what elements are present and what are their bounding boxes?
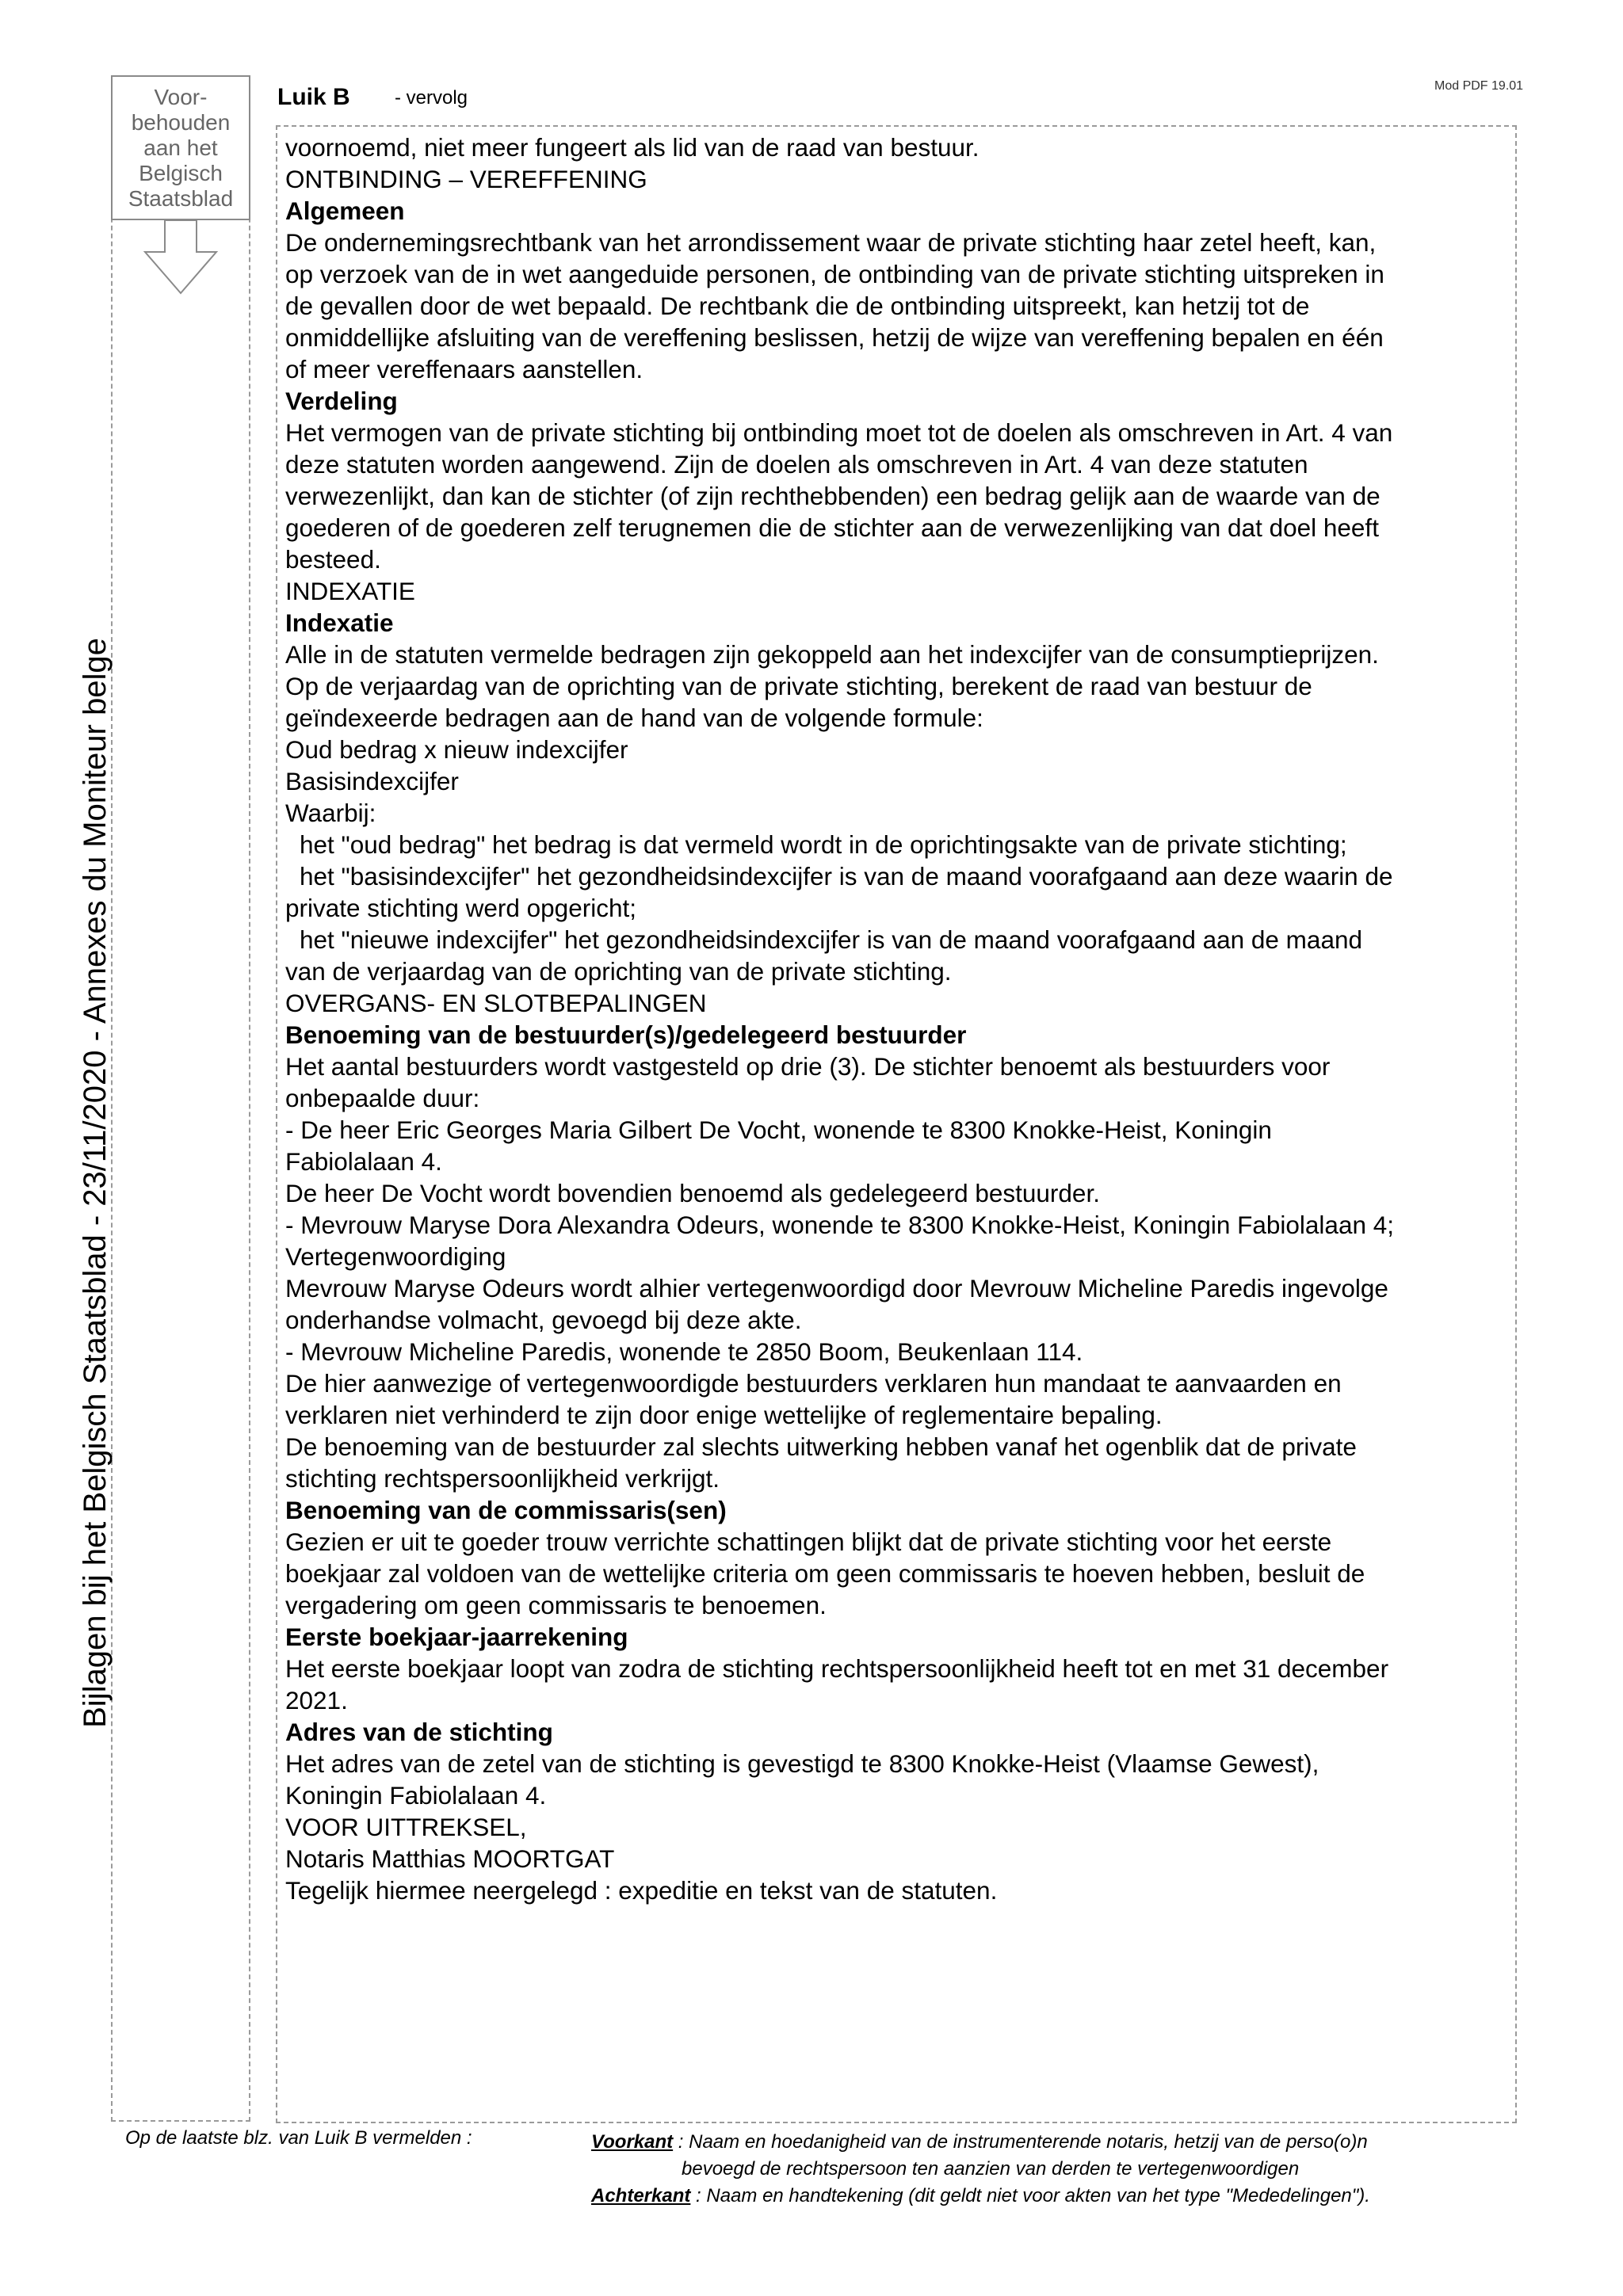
section-heading: Eerste boekjaar-jaarrekening (285, 1623, 628, 1651)
text-line: Het adres van de zetel van de stichting is gevestigd te 8300 Knokke-Heist (Vlaamse Gewest), (285, 1749, 1319, 1778)
section-heading: Verdeling (285, 387, 398, 415)
text-line: onbepaalde duur: (285, 1084, 480, 1112)
reserved-stamp (111, 75, 250, 220)
text-line: onmiddellijke afsluiting van de vereffening beslissen, hetzij de wijze van vereffening bepalen en één (285, 323, 1384, 352)
section-heading: Benoeming van de commissaris(sen) (285, 1496, 727, 1524)
text-line: geïndexeerde bedragen aan de hand van de volgende formule: (285, 704, 983, 732)
text-line: Gezien er uit te goeder trouw verrichte schattingen blijkt dat de private stichting voor het eerste (285, 1527, 1332, 1556)
text-line: De heer De Vocht wordt bovendien benoemd als gedelegeerd bestuurder. (285, 1179, 1100, 1207)
form-model-label: Mod PDF 19.01 (1434, 79, 1524, 93)
section-title: Luik B (277, 84, 350, 110)
text-line: Waarbij: (285, 799, 376, 827)
reserved-stamp-text: Voor- behouden aan het Belgisch Staatsblad (128, 84, 234, 211)
text-line: Vertegenwoordiging (285, 1242, 506, 1271)
text-line: VOOR UITTREKSEL, (285, 1813, 527, 1841)
text-line: Alle in de statuten vermelde bedragen zijn gekoppeld aan het indexcijfer van de consumptieprijzen. (285, 640, 1379, 669)
text-line: ONTBINDING – VEREFFENING (285, 165, 647, 193)
text-line: besteed. (285, 545, 381, 574)
text-line: INDEXATIE (285, 577, 415, 605)
text-line: op verzoek van de in wet aangeduide personen, de ontbinding van de private stichting uitspreken in (285, 260, 1384, 288)
text-line: - Mevrouw Micheline Paredis, wonende te 2850 Boom, Beukenlaan 114. (285, 1337, 1083, 1366)
footer-voorkant (591, 2131, 1368, 2153)
text-line: Het aantal bestuurders wordt vastgesteld op drie (3). De stichter benoemt als bestuurders voor (285, 1052, 1331, 1081)
text-line: onderhandse volmacht, gevoegd bij deze akte. (285, 1306, 802, 1334)
text-line: de gevallen door de wet bepaald. De rechtbank die de ontbinding uitspreekt, kan hetzij tot de (285, 292, 1310, 320)
section-heading: Indexatie (285, 608, 394, 637)
text-line: Het vermogen van de private stichting bij ontbinding moet tot de doelen als omschreven in Art. 4 van (285, 418, 1393, 447)
section-subtitle: - vervolg (395, 87, 468, 109)
footer-voorkant-label: Voorkant (591, 2131, 674, 2153)
text-line: 2021. (285, 1686, 348, 1714)
margin-vertical-text: Bijlagen bij het Belgisch Staatsblad - 23/11/2020 - Annexes du Moniteur belge (78, 638, 113, 1728)
footer-achterkant-text: : Naam en handtekening (dit geldt niet voor akten van het type "Mededelingen"). (690, 2185, 1370, 2206)
text-line: vergadering om geen commissaris te benoemen. (285, 1591, 827, 1619)
text-line: goederen of de goederen zelf terugnemen die de stichter aan de verwezenlijking van dat doel heeft (285, 513, 1379, 542)
text-line: van de verjaardag van de oprichting van de private stichting. (285, 957, 952, 986)
text-line: verwezenlijkt, dan kan de stichter (of zijn rechthebbenden) een bedrag gelijk aan de waarde van de (285, 482, 1381, 510)
text-line: - Mevrouw Maryse Dora Alexandra Odeurs, wonende te 8300 Knokke-Heist, Koningin Fabiolalaan 4; (285, 1211, 1395, 1239)
section-heading: Algemeen (285, 196, 405, 225)
text-line: voornoemd, niet meer fungeert als lid van de raad van bestuur. (285, 133, 980, 162)
text-line: boekjaar zal voldoen van de wettelijke criteria om geen commissaris te hoeven hebben, besluit de (285, 1559, 1365, 1588)
text-line: OVERGANS- EN SLOTBEPALINGEN (285, 989, 707, 1017)
text-line: het "oud bedrag" het bedrag is dat vermeld wordt in de oprichtingsakte van de private stichting; (300, 830, 1347, 859)
text-line: De ondernemingsrechtbank van het arrondissement waar de private stichting haar zetel heeft, kan, (285, 228, 1377, 257)
footer-achterkant (591, 2185, 1370, 2207)
text-line: Het eerste boekjaar loopt van zodra de stichting rechtspersoonlijkheid heeft tot en met 31 december (285, 1654, 1389, 1683)
text-line: stichting rechtspersoonlijkheid verkrijgt. (285, 1464, 720, 1493)
text-line: het "nieuwe indexcijfer" het gezondheidsindexcijfer is van de maand voorafgaand aan de maand (300, 925, 1362, 954)
footer-voorkant-text: : Naam en hoedanigheid van de instrumenterende notaris, hetzij van de perso(o)n (673, 2131, 1368, 2153)
text-line: Fabiolalaan 4. (285, 1147, 442, 1176)
text-line: private stichting werd opgericht; (285, 894, 636, 922)
text-line: Oud bedrag x nieuw indexcijfer (285, 735, 628, 764)
footer-voorkant-continued: bevoegd de rechtspersoon ten aanzien van derden te vertegenwoordigen (682, 2158, 1300, 2180)
text-line: Op de verjaardag van de oprichting van de private stichting, berekent de raad van bestuur de (285, 672, 1312, 700)
section-heading: Adres van de stichting (285, 1718, 553, 1746)
footer-achterkant-label: Achterkant (591, 2185, 691, 2206)
text-line: Basisindexcijfer (285, 767, 459, 795)
text-line: De benoeming van de bestuurder zal slechts uitwerking hebben vanaf het ogenblik dat de private (285, 1432, 1357, 1461)
text-line: Koningin Fabiolalaan 4. (285, 1781, 547, 1810)
text-line: deze statuten worden aangewend. Zijn de doelen als omschreven in Art. 4 van deze statuten (285, 450, 1308, 479)
text-line: of meer vereffenaars aanstellen. (285, 355, 643, 383)
section-heading: Benoeming van de bestuurder(s)/gedelegeerd bestuurder (285, 1020, 967, 1049)
text-line: De hier aanwezige of vertegenwoordigde bestuurders verklaren hun mandaat te aanvaarden en (285, 1369, 1342, 1398)
down-arrow-icon (141, 220, 220, 299)
text-line: verklaren niet verhinderd te zijn door enige wettelijke of reglementaire bepaling. (285, 1401, 1163, 1429)
text-line: het "basisindexcijfer" het gezondheidsindexcijfer is van de maand voorafgaand aan deze waarin de (300, 862, 1393, 891)
margin-strip (111, 75, 250, 2122)
text-line: Mevrouw Maryse Odeurs wordt alhier vertegenwoordigd door Mevrouw Micheline Paredis ingevolge (285, 1274, 1388, 1302)
footer-note: Op de laatste blz. van Luik B vermelden : (125, 2127, 472, 2149)
text-line: - De heer Eric Georges Maria Gilbert De Vocht, wonende te 8300 Knokke-Heist, Koningin (285, 1116, 1272, 1144)
text-line: Tegelijk hiermee neergelegd : expeditie en tekst van de statuten. (285, 1876, 998, 1905)
text-line: Notaris Matthias MOORTGAT (285, 1844, 615, 1873)
